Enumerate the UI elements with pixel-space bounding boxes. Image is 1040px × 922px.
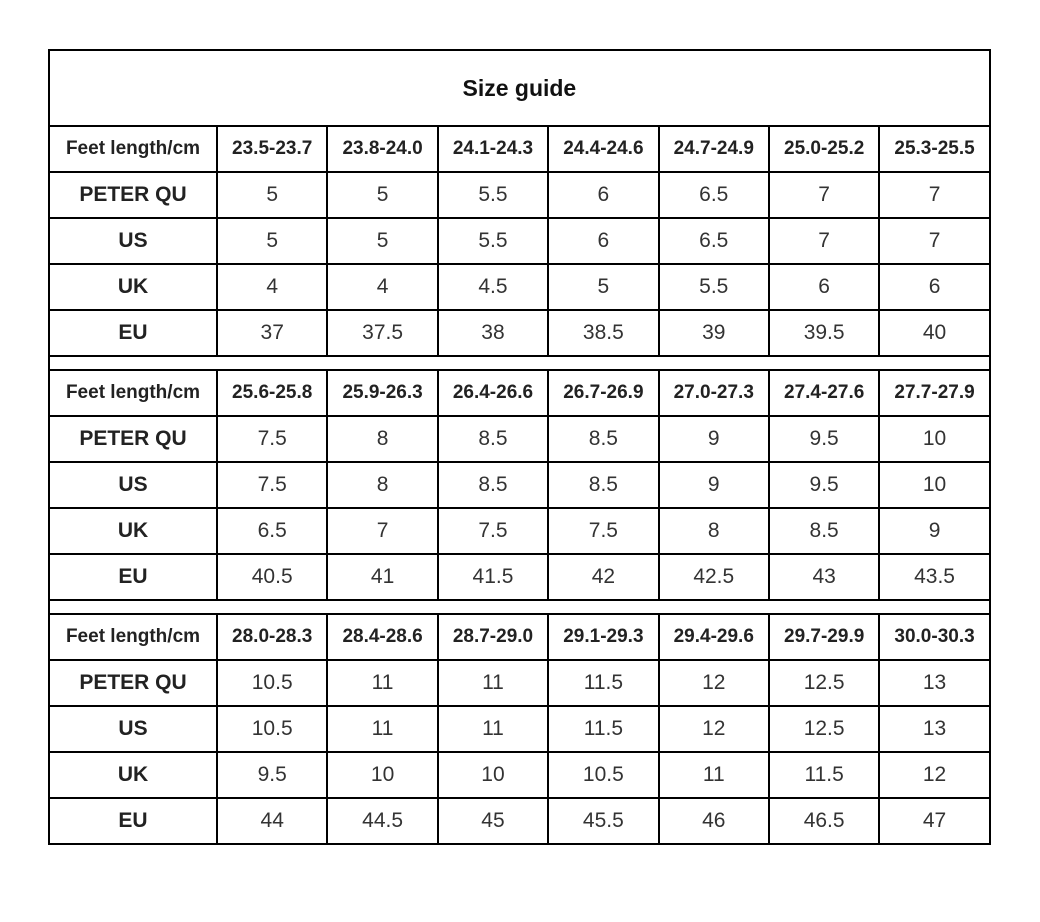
size-value-cell: 11.5 <box>769 752 879 798</box>
size-value-cell: 10.5 <box>217 706 327 752</box>
size-value-cell: 43.5 <box>879 554 989 600</box>
size-value-cell: 6.5 <box>659 172 769 218</box>
section-divider-cell <box>49 356 990 370</box>
title-row <box>49 50 990 126</box>
size-value-cell: 8.5 <box>769 508 879 554</box>
feet-length-range-cell: 25.9-26.3 <box>327 370 437 416</box>
size-row <box>49 462 990 508</box>
size-system-label: EU <box>49 310 217 356</box>
size-value-cell: 11 <box>327 706 437 752</box>
size-system-label: EU <box>49 554 217 600</box>
size-value-cell: 41 <box>327 554 437 600</box>
size-value-cell: 12 <box>659 660 769 706</box>
size-value-cell: 5 <box>217 218 327 264</box>
size-value-cell: 10 <box>327 752 437 798</box>
feet-length-range-cell: 24.1-24.3 <box>438 126 548 172</box>
table-title: Size guide <box>49 50 990 126</box>
feet-length-range-cell: 23.8-24.0 <box>327 126 437 172</box>
feet-length-range-cell: 25.0-25.2 <box>769 126 879 172</box>
size-value-cell: 6 <box>879 264 989 310</box>
size-row <box>49 416 990 462</box>
feet-length-range-cell: 23.5-23.7 <box>217 126 327 172</box>
size-value-cell: 11 <box>327 660 437 706</box>
feet-length-label: Feet length/cm <box>49 126 217 172</box>
feet-length-range-cell: 24.4-24.6 <box>548 126 658 172</box>
size-value-cell: 5.5 <box>438 218 548 264</box>
size-system-label: UK <box>49 752 217 798</box>
size-row <box>49 752 990 798</box>
feet-length-row <box>49 614 990 660</box>
size-row <box>49 798 990 844</box>
size-value-cell: 6.5 <box>659 218 769 264</box>
section-divider <box>49 600 990 614</box>
size-value-cell: 8.5 <box>548 416 658 462</box>
size-value-cell: 7 <box>879 218 989 264</box>
size-value-cell: 40.5 <box>217 554 327 600</box>
size-value-cell: 13 <box>879 660 989 706</box>
feet-length-range-cell: 25.6-25.8 <box>217 370 327 416</box>
size-value-cell: 43 <box>769 554 879 600</box>
size-value-cell: 7 <box>327 508 437 554</box>
size-value-cell: 7 <box>769 218 879 264</box>
size-system-label: US <box>49 706 217 752</box>
size-value-cell: 4.5 <box>438 264 548 310</box>
section-divider <box>49 356 990 370</box>
size-value-cell: 10 <box>879 416 989 462</box>
feet-length-range-cell: 28.0-28.3 <box>217 614 327 660</box>
feet-length-range-cell: 26.7-26.9 <box>548 370 658 416</box>
size-value-cell: 12.5 <box>769 706 879 752</box>
size-value-cell: 5.5 <box>438 172 548 218</box>
feet-length-range-cell: 25.3-25.5 <box>879 126 989 172</box>
size-value-cell: 11 <box>659 752 769 798</box>
size-value-cell: 7 <box>769 172 879 218</box>
size-value-cell: 47 <box>879 798 989 844</box>
size-value-cell: 13 <box>879 706 989 752</box>
feet-length-range-cell: 30.0-30.3 <box>879 614 989 660</box>
size-system-label: UK <box>49 508 217 554</box>
size-value-cell: 6.5 <box>217 508 327 554</box>
feet-length-row <box>49 126 990 172</box>
size-value-cell: 39 <box>659 310 769 356</box>
size-system-label: US <box>49 462 217 508</box>
size-value-cell: 45.5 <box>548 798 658 844</box>
size-value-cell: 12 <box>879 752 989 798</box>
size-value-cell: 37 <box>217 310 327 356</box>
feet-length-range-cell: 29.4-29.6 <box>659 614 769 660</box>
size-system-label: EU <box>49 798 217 844</box>
feet-length-range-cell: 27.7-27.9 <box>879 370 989 416</box>
size-value-cell: 8 <box>327 416 437 462</box>
size-value-cell: 8.5 <box>438 416 548 462</box>
size-row <box>49 508 990 554</box>
size-row <box>49 706 990 752</box>
feet-length-range-cell: 27.0-27.3 <box>659 370 769 416</box>
size-value-cell: 4 <box>217 264 327 310</box>
size-guide-table <box>48 49 991 845</box>
feet-length-range-cell: 29.1-29.3 <box>548 614 658 660</box>
size-value-cell: 10.5 <box>217 660 327 706</box>
size-value-cell: 10 <box>438 752 548 798</box>
size-value-cell: 12.5 <box>769 660 879 706</box>
size-value-cell: 8 <box>659 508 769 554</box>
size-system-label: UK <box>49 264 217 310</box>
size-value-cell: 42 <box>548 554 658 600</box>
size-value-cell: 8.5 <box>548 462 658 508</box>
feet-length-range-cell: 28.4-28.6 <box>327 614 437 660</box>
size-value-cell: 9.5 <box>769 416 879 462</box>
size-value-cell: 5 <box>217 172 327 218</box>
size-value-cell: 7 <box>879 172 989 218</box>
size-value-cell: 12 <box>659 706 769 752</box>
feet-length-range-cell: 29.7-29.9 <box>769 614 879 660</box>
size-value-cell: 44.5 <box>327 798 437 844</box>
size-value-cell: 38 <box>438 310 548 356</box>
size-value-cell: 45 <box>438 798 548 844</box>
size-value-cell: 5.5 <box>659 264 769 310</box>
size-value-cell: 8.5 <box>438 462 548 508</box>
feet-length-range-cell: 24.7-24.9 <box>659 126 769 172</box>
size-value-cell: 9 <box>879 508 989 554</box>
size-value-cell: 6 <box>548 172 658 218</box>
size-value-cell: 40 <box>879 310 989 356</box>
size-value-cell: 11.5 <box>548 660 658 706</box>
size-value-cell: 11 <box>438 706 548 752</box>
size-value-cell: 5 <box>327 172 437 218</box>
size-row <box>49 554 990 600</box>
size-value-cell: 41.5 <box>438 554 548 600</box>
section-divider-cell <box>49 600 990 614</box>
size-row <box>49 172 990 218</box>
size-value-cell: 6 <box>769 264 879 310</box>
size-value-cell: 11 <box>438 660 548 706</box>
size-value-cell: 6 <box>548 218 658 264</box>
size-system-label: PETER QU <box>49 416 217 462</box>
size-value-cell: 8 <box>327 462 437 508</box>
feet-length-range-cell: 26.4-26.6 <box>438 370 548 416</box>
size-value-cell: 38.5 <box>548 310 658 356</box>
feet-length-label: Feet length/cm <box>49 614 217 660</box>
size-system-label: PETER QU <box>49 172 217 218</box>
feet-length-label: Feet length/cm <box>49 370 217 416</box>
size-row <box>49 660 990 706</box>
size-value-cell: 42.5 <box>659 554 769 600</box>
size-value-cell: 7.5 <box>217 462 327 508</box>
size-value-cell: 9.5 <box>217 752 327 798</box>
size-system-label: PETER QU <box>49 660 217 706</box>
size-value-cell: 44 <box>217 798 327 844</box>
feet-length-range-cell: 27.4-27.6 <box>769 370 879 416</box>
size-system-label: US <box>49 218 217 264</box>
size-value-cell: 9 <box>659 416 769 462</box>
size-row <box>49 264 990 310</box>
size-value-cell: 10 <box>879 462 989 508</box>
feet-length-range-cell: 28.7-29.0 <box>438 614 548 660</box>
size-value-cell: 7.5 <box>438 508 548 554</box>
size-value-cell: 10.5 <box>548 752 658 798</box>
size-value-cell: 5 <box>327 218 437 264</box>
size-value-cell: 37.5 <box>327 310 437 356</box>
size-row <box>49 218 990 264</box>
size-value-cell: 46 <box>659 798 769 844</box>
size-value-cell: 11.5 <box>548 706 658 752</box>
size-value-cell: 5 <box>548 264 658 310</box>
size-value-cell: 7.5 <box>548 508 658 554</box>
size-value-cell: 9.5 <box>769 462 879 508</box>
size-row <box>49 310 990 356</box>
size-value-cell: 4 <box>327 264 437 310</box>
size-value-cell: 9 <box>659 462 769 508</box>
size-value-cell: 39.5 <box>769 310 879 356</box>
feet-length-row <box>49 370 990 416</box>
size-value-cell: 7.5 <box>217 416 327 462</box>
size-value-cell: 46.5 <box>769 798 879 844</box>
